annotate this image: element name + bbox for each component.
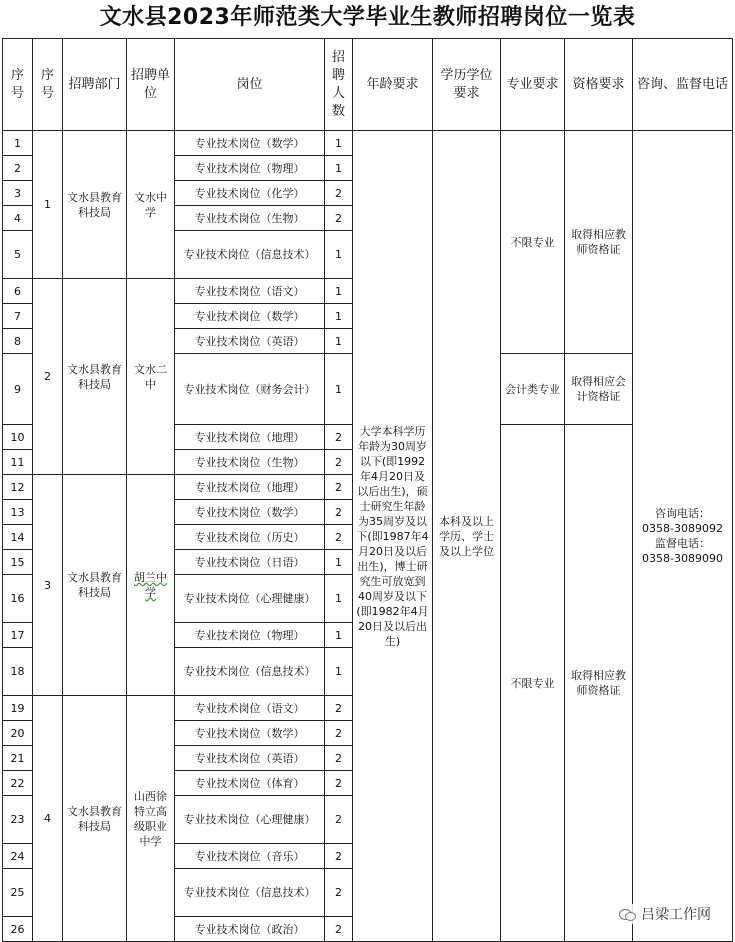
- row-count: 1: [325, 354, 353, 425]
- row-position: 专业技术岗位（数学）: [175, 721, 325, 746]
- row-count: 2: [325, 525, 353, 550]
- row-count: 1: [325, 329, 353, 354]
- row-position: 专业技术岗位（音乐）: [175, 844, 325, 869]
- row-seq: 8: [3, 329, 33, 354]
- header-age: 年龄要求: [353, 39, 433, 131]
- major-unrestricted-b: 不限专业: [501, 425, 565, 942]
- contact-cell: [633, 131, 733, 942]
- row-seq: 11: [3, 450, 33, 475]
- row-position: 专业技术岗位（地理）: [175, 425, 325, 450]
- row-seq: 18: [3, 648, 33, 696]
- row-seq: 21: [3, 746, 33, 771]
- row-count: 2: [325, 721, 353, 746]
- qual-teacher-a: 取得相应教师资格证: [565, 131, 633, 354]
- header-major: 专业要求: [501, 39, 565, 131]
- row-position: 专业技术岗位（英语）: [175, 329, 325, 354]
- row-position: 专业技术岗位（信息技术）: [175, 648, 325, 696]
- row-count: 2: [325, 917, 353, 942]
- consult-label: 咨询电话：: [655, 507, 710, 520]
- row-seq: 24: [3, 844, 33, 869]
- row-count: 2: [325, 500, 353, 525]
- row-count: 2: [325, 425, 353, 450]
- row-seq: 3: [3, 181, 33, 206]
- row-seq: 22: [3, 771, 33, 796]
- row-position: 专业技术岗位（生物）: [175, 206, 325, 231]
- row-position: 专业技术岗位（日语）: [175, 550, 325, 575]
- row-seq: 9: [3, 354, 33, 425]
- row-seq: 19: [3, 696, 33, 721]
- row-position: 专业技术岗位（数学）: [175, 131, 325, 156]
- row-position: 专业技术岗位（政治）: [175, 917, 325, 942]
- row-position: 专业技术岗位（英语）: [175, 746, 325, 771]
- qual-accounting: 取得相应会计资格证: [565, 354, 633, 425]
- wechat-icon: [619, 907, 637, 921]
- header-row: [3, 39, 733, 131]
- qual-teacher-b: 取得相应教师资格证: [565, 425, 633, 942]
- recruitment-table: [2, 38, 733, 942]
- row-count: 2: [325, 475, 353, 500]
- row-seq: 15: [3, 550, 33, 575]
- row-count: 1: [325, 304, 353, 329]
- row-position: 专业技术岗位（语文）: [175, 279, 325, 304]
- row-count: 2: [325, 181, 353, 206]
- header-dept: 招聘部门: [63, 39, 127, 131]
- age-requirement: 大学本科学历年龄为30周岁以下(即1992年4月20日及以后出生)，硕士研究生年龄为35周岁及以下(即1987年4月20日及以后出生)，博士研究生可放宽到40周岁及以下(即1982年4月20日及以后出生): [353, 131, 433, 942]
- row-seq: 13: [3, 500, 33, 525]
- group-unit-text: 胡兰中学: [134, 571, 167, 599]
- page-title: 文水县2023年师范类大学毕业生教师招聘岗位一览表: [99, 5, 636, 30]
- row-position: 专业技术岗位（数学）: [175, 304, 325, 329]
- header-count: 招聘人数: [325, 39, 353, 131]
- row-position: 专业技术岗位（语文）: [175, 696, 325, 721]
- row-seq: 12: [3, 475, 33, 500]
- row-seq: 5: [3, 231, 33, 279]
- row-count: 1: [325, 231, 353, 279]
- group-unit: 山西徐特立高级职业中学: [127, 696, 175, 942]
- header-position: 岗位: [175, 39, 325, 131]
- row-position: 专业技术岗位（心理健康）: [175, 796, 325, 844]
- row-count: 1: [325, 279, 353, 304]
- group-dept: 文水县教育科技局: [63, 696, 127, 942]
- group-unit: 文水二中: [127, 279, 175, 475]
- group-no: 1: [33, 131, 63, 279]
- row-position: 专业技术岗位（信息技术）: [175, 231, 325, 279]
- header-group: 序号: [33, 39, 63, 131]
- row-seq: 17: [3, 623, 33, 648]
- row-count: 1: [325, 648, 353, 696]
- row-count: 2: [325, 450, 353, 475]
- group-no: 3: [33, 475, 63, 696]
- row-count: 2: [325, 771, 353, 796]
- group-dept: 文水县教育科技局: [63, 131, 127, 279]
- row-count: 2: [325, 844, 353, 869]
- watermark-text: 吕梁工作网: [641, 907, 711, 923]
- row-position: 专业技术岗位（物理）: [175, 623, 325, 648]
- row-count: 1: [325, 156, 353, 181]
- row-seq: 23: [3, 796, 33, 844]
- row-seq: 26: [3, 917, 33, 942]
- row-seq: 25: [3, 869, 33, 917]
- row-count: 1: [325, 623, 353, 648]
- watermark: [617, 904, 713, 924]
- row-position: 专业技术岗位（生物）: [175, 450, 325, 475]
- group-unit: 文水中学: [127, 131, 175, 279]
- row-position: 专业技术岗位（化学）: [175, 181, 325, 206]
- row-seq: 16: [3, 575, 33, 623]
- row-seq: 1: [3, 131, 33, 156]
- row-position: 专业技术岗位（地理）: [175, 475, 325, 500]
- group-unit: [127, 475, 175, 696]
- group-no: 2: [33, 279, 63, 475]
- supervise-number: 0358-3089090: [642, 552, 723, 565]
- row-seq: 20: [3, 721, 33, 746]
- row-position: 专业技术岗位（数学）: [175, 500, 325, 525]
- row-seq: 6: [3, 279, 33, 304]
- row-position: 专业技术岗位（物理）: [175, 156, 325, 181]
- header-seq: 序号: [3, 39, 33, 131]
- row-seq: 4: [3, 206, 33, 231]
- header-qual: 资格要求: [565, 39, 633, 131]
- table-row: [3, 131, 733, 156]
- supervise-label: 监督电话：: [655, 537, 710, 550]
- row-count: 2: [325, 746, 353, 771]
- row-count: 2: [325, 696, 353, 721]
- header-contact: 咨询、监督电话: [633, 39, 733, 131]
- row-position: 专业技术岗位（历史）: [175, 525, 325, 550]
- row-count: 1: [325, 550, 353, 575]
- row-position: 专业技术岗位（体育）: [175, 771, 325, 796]
- group-dept: 文水县教育科技局: [63, 279, 127, 475]
- row-count: 1: [325, 131, 353, 156]
- row-position: 专业技术岗位（心理健康）: [175, 575, 325, 623]
- edu-requirement: 本科及以上学历、学士及以上学位: [433, 131, 501, 942]
- row-seq: 10: [3, 425, 33, 450]
- row-count: 2: [325, 796, 353, 844]
- row-position: 专业技术岗位（财务会计）: [175, 354, 325, 425]
- group-dept: 文水县教育科技局: [63, 475, 127, 696]
- row-seq: 2: [3, 156, 33, 181]
- row-count: 1: [325, 575, 353, 623]
- header-edu: 学历学位要求: [433, 39, 501, 131]
- group-no: 4: [33, 696, 63, 942]
- row-count: 2: [325, 869, 353, 917]
- row-count: 2: [325, 206, 353, 231]
- consult-number: 0358-3089092: [642, 522, 723, 535]
- row-seq: 14: [3, 525, 33, 550]
- major-unrestricted-a: 不限专业: [501, 131, 565, 354]
- major-accounting: 会计类专业: [501, 354, 565, 425]
- row-seq: 7: [3, 304, 33, 329]
- row-position: 专业技术岗位（信息技术）: [175, 869, 325, 917]
- header-unit: 招聘单位: [127, 39, 175, 131]
